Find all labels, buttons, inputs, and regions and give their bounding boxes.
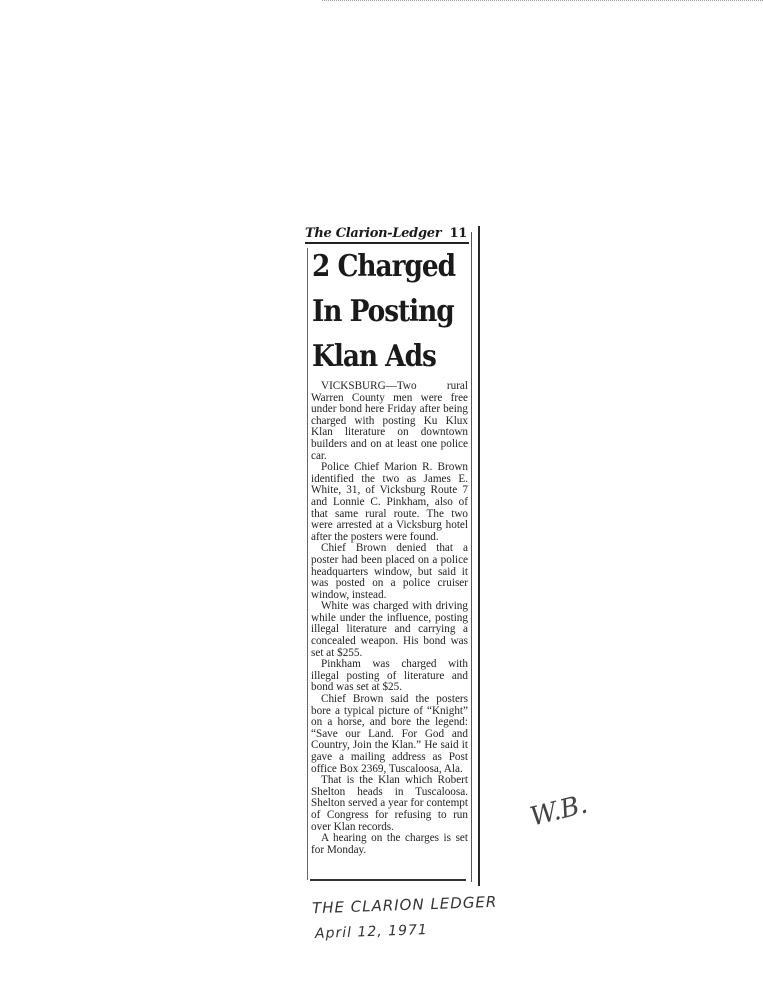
article-body (311, 381, 468, 856)
article-paragraph: Police Chief Marion R. Brown identified the two as James E. White, 31, of Vicksburg Route 7 and Lonnie C. Pinkham, also of that same rural route. The two were arrested at a Vicksburg hotel after the posters were found. (311, 461, 468, 543)
column-rule-inner (471, 232, 472, 882)
article-paragraph: Chief Brown said the posters bore a typical picture of “Knight” on a horse, and bore the legend: “Save our Land. For God and Country, Join the Klan.” He said it gave a mailing address as Post office Box 2369, Tuscaloosa, Ala. (311, 693, 468, 775)
headline-line-2: In Posting (312, 294, 454, 329)
column-rule-right (478, 226, 480, 886)
handwritten-initials: W.B. (527, 789, 591, 833)
article-end-rule (310, 879, 466, 881)
article-paragraph: A hearing on the charges is set for Monday. (311, 832, 468, 856)
newspaper-masthead (305, 226, 469, 244)
masthead-title: The Clarion-Ledger (305, 226, 442, 241)
handwritten-date: April 12, 1971 (314, 922, 429, 942)
handwritten-source: THE CLARION LEDGER (311, 892, 498, 918)
scan-edge-dots (322, 0, 763, 1)
page-number: 11 (449, 226, 467, 241)
article-headline (312, 244, 453, 379)
headline-line-3: Klan Ads (312, 339, 436, 374)
article-paragraph: Chief Brown denied that a poster had been placed on a police headquarters window, but said it was posted on a police cruiser window, instead. (311, 542, 468, 601)
article-paragraph: White was charged with driving while under the influence, posting illegal literature and carrying a concealed weapon. His bond was set at $255. (311, 600, 468, 659)
column-rule-left (307, 248, 308, 880)
article-paragraph: That is the Klan which Robert Shelton heads in Tuscaloosa. Shelton served a year for contempt of Congress for refusing to run over Klan records. (311, 774, 468, 833)
headline-line-1: 2 Charged (312, 249, 455, 284)
article-paragraph: VICKSBURG—Two rural Warren County men were free under bond here Friday after being charged with posting Ku Klux Klan literature on downtown builders and on at least one police car. (311, 380, 468, 462)
article-paragraph: Pinkham was charged with illegal posting of literature and bond was set at $25. (311, 658, 468, 694)
